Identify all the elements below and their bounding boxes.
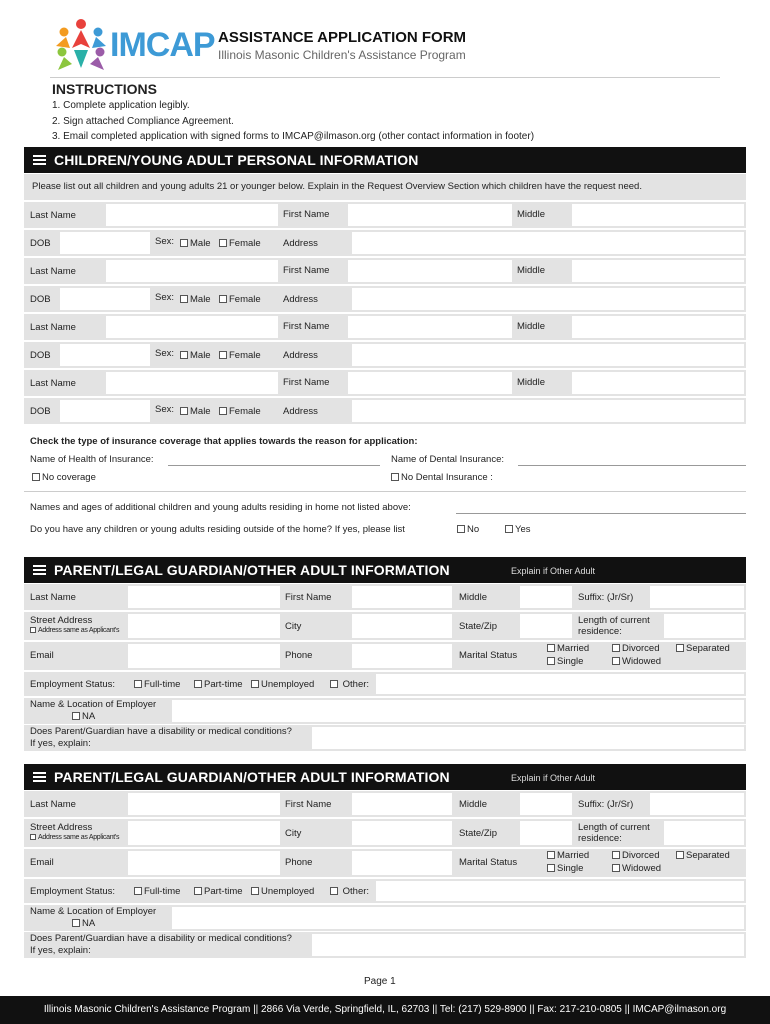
- child-last-name-label: Last Name: [30, 378, 76, 389]
- widowed-option: [612, 656, 661, 667]
- unemployed-label: Unemployed: [261, 886, 315, 897]
- other-option: [330, 886, 369, 897]
- guardian-city-field[interactable]: [352, 821, 452, 845]
- child-first-name-field[interactable]: [348, 316, 512, 338]
- child-female-label: Female: [229, 350, 261, 361]
- same-address-checkbox[interactable]: [30, 834, 36, 840]
- child-last-name-field[interactable]: [106, 372, 278, 394]
- instruction-2: 2. Sign attached Compliance Agreement.: [52, 116, 234, 127]
- child-male-label: Male: [190, 294, 211, 305]
- child-address-field[interactable]: [352, 288, 744, 310]
- child-male-label: Male: [190, 238, 211, 249]
- guardian-section-subtitle: Explain if Other Adult: [511, 566, 596, 576]
- child-female-label: Female: [229, 294, 261, 305]
- guardian-email-label: Email: [30, 857, 54, 868]
- unemployed-option: [251, 886, 314, 897]
- dental-insurance-label: Name of Dental Insurance:: [391, 454, 505, 465]
- part-time-label: Part-time: [204, 679, 243, 690]
- child-middle-label: Middle: [517, 321, 545, 332]
- logo-figures-icon: [52, 18, 110, 74]
- guardian-last-name-field[interactable]: [128, 586, 280, 608]
- child-middle-field[interactable]: [572, 316, 744, 338]
- child-dob-field[interactable]: [60, 400, 150, 422]
- guardian-same-address-option: [30, 627, 119, 634]
- divorced-label: Divorced: [622, 643, 660, 654]
- married-label: Married: [557, 643, 590, 654]
- other-label: Other:: [342, 679, 370, 690]
- guardian-state-zip-label: State/Zip: [459, 828, 498, 839]
- employer-field[interactable]: [172, 700, 744, 722]
- instruction-1: 1. Complete application legibly.: [52, 100, 190, 111]
- disability-label-1: Does Parent/Guardian have a disability or medical conditions?: [30, 933, 292, 944]
- guardian-section-subtitle: Explain if Other Adult: [511, 773, 596, 783]
- additional-children-field[interactable]: [456, 513, 746, 514]
- child-middle-field[interactable]: [572, 204, 744, 226]
- guardian-city-label: City: [285, 828, 302, 839]
- single-option: [547, 656, 583, 667]
- guardian-section-title: PARENT/LEGAL GUARDIAN/OTHER ADULT INFORMATION: [54, 562, 450, 578]
- children-section-header: [24, 147, 746, 173]
- outside-no-checkbox[interactable]: [457, 525, 465, 533]
- part-time-checkbox[interactable]: [194, 887, 202, 895]
- guardian-length-label-2: residence:: [578, 626, 622, 637]
- separated-option: [676, 643, 730, 654]
- child-dob-label: DOB: [30, 294, 51, 305]
- guardian-email-field[interactable]: [128, 851, 280, 875]
- child-male-checkbox[interactable]: [180, 351, 188, 359]
- divorced-option: [612, 643, 660, 654]
- outside-no-label: No: [467, 524, 480, 535]
- separated-checkbox[interactable]: [676, 644, 684, 652]
- form-title: ASSISTANCE APPLICATION FORM: [218, 29, 467, 46]
- child-female-checkbox[interactable]: [219, 351, 227, 359]
- guardian-phone-label: Phone: [285, 650, 313, 661]
- widowed-checkbox[interactable]: [612, 864, 620, 872]
- child-address-label: Address: [283, 294, 318, 305]
- guardian-state-zip-field[interactable]: [520, 821, 572, 845]
- part-time-label: Part-time: [204, 886, 243, 897]
- other-label: Other:: [342, 886, 370, 897]
- child-first-name-label: First Name: [283, 209, 330, 220]
- guardian-suffix-field[interactable]: [650, 793, 744, 815]
- part-time-option: [194, 679, 243, 690]
- divorced-checkbox[interactable]: [612, 851, 620, 859]
- child-first-name-label: First Name: [283, 321, 330, 332]
- child-last-name-label: Last Name: [30, 322, 76, 333]
- child-female-label: Female: [229, 238, 261, 249]
- additional-children-label: Names and ages of additional children and young adults residing in home not listed above:: [30, 502, 411, 513]
- logo-text: IMCAP: [110, 26, 215, 64]
- divorced-option: [612, 850, 660, 861]
- outside-yes-option: [505, 524, 531, 535]
- guardian-street-field[interactable]: [128, 614, 280, 638]
- employer-label: Name & Location of Employer: [30, 699, 157, 710]
- guardian-email-label: Email: [30, 650, 54, 661]
- guardian-last-name-label: Last Name: [30, 592, 76, 603]
- children-section-title: CHILDREN/YOUNG ADULT PERSONAL INFORMATION: [54, 152, 419, 168]
- child-male-option: [180, 294, 211, 305]
- separated-option: [676, 850, 730, 861]
- child-dob-field[interactable]: [60, 344, 150, 366]
- guardian-section-header: [24, 557, 746, 583]
- guardian-street-field[interactable]: [128, 821, 280, 845]
- employer-na-checkbox[interactable]: [72, 919, 80, 927]
- child-last-name-field[interactable]: [106, 204, 278, 226]
- no-dental-label: No Dental Insurance :: [401, 472, 493, 483]
- child-female-option: [219, 406, 261, 417]
- child-middle-field[interactable]: [572, 372, 744, 394]
- instructions-heading: INSTRUCTIONS: [52, 81, 157, 97]
- guardian-last-name-label: Last Name: [30, 799, 76, 810]
- other-checkbox[interactable]: [330, 887, 338, 895]
- footer-bar: [0, 996, 770, 1024]
- unemployed-option: [251, 679, 314, 690]
- child-dob-label: DOB: [30, 406, 51, 417]
- married-label: Married: [557, 850, 590, 861]
- insurance-heading: Check the type of insurance coverage that applies towards the reason for application:: [30, 436, 418, 447]
- guardian-state-zip-label: State/Zip: [459, 621, 498, 632]
- header-divider: [50, 77, 720, 78]
- same-address-label: Address same as Applicant's: [38, 627, 120, 634]
- guardian-middle-field[interactable]: [520, 586, 572, 608]
- guardian-length-field[interactable]: [664, 821, 744, 845]
- guardian-city-label: City: [285, 621, 302, 632]
- employment-label: Employment Status:: [30, 679, 116, 690]
- other-option: [330, 679, 369, 690]
- insurance-divider: [24, 491, 746, 492]
- guardian-middle-field[interactable]: [520, 793, 572, 815]
- employer-na-label: NA: [82, 711, 96, 722]
- guardian-city-field[interactable]: [352, 614, 452, 638]
- guardian-street-label: Street Address: [30, 615, 93, 626]
- guardian-email-field[interactable]: [128, 644, 280, 668]
- guardian-suffix-label: Suffix: (Jr/Sr): [578, 592, 634, 603]
- child-dob-field[interactable]: [60, 232, 150, 254]
- guardian-middle-label: Middle: [459, 799, 487, 810]
- outside-no-option: [457, 524, 479, 535]
- married-option: [547, 643, 589, 654]
- employer-na-option: [72, 711, 95, 722]
- employer-na-label: NA: [82, 918, 96, 929]
- employer-label: Name & Location of Employer: [30, 906, 157, 917]
- logo: [52, 18, 215, 74]
- child-last-name-field[interactable]: [106, 316, 278, 338]
- child-address-label: Address: [283, 406, 318, 417]
- health-insurance-field[interactable]: [168, 465, 380, 466]
- guardian-street-label: Street Address: [30, 822, 93, 833]
- form-subtitle: Illinois Masonic Children's Assistance Program: [218, 48, 466, 62]
- child-address-field[interactable]: [352, 344, 744, 366]
- employer-na-checkbox[interactable]: [72, 712, 80, 720]
- child-middle-label: Middle: [517, 377, 545, 388]
- child-middle-label: Middle: [517, 265, 545, 276]
- widowed-label: Widowed: [622, 863, 662, 874]
- employment-label: Employment Status:: [30, 886, 116, 897]
- footer-contact: Illinois Masonic Children's Assistance Program || 2866 Via Verde, Springfield, IL, 62703 || Tel: (217) 529-8900 || Fax: 217-210-0805 || IMCAP@ilmason.org: [43, 1004, 727, 1015]
- child-male-label: Male: [190, 350, 211, 361]
- child-male-option: [180, 406, 211, 417]
- child-female-checkbox[interactable]: [219, 239, 227, 247]
- full-time-checkbox[interactable]: [134, 680, 142, 688]
- guardian-length-label-1: Length of current: [578, 822, 650, 833]
- dental-insurance-field[interactable]: [518, 465, 746, 466]
- disability-label-2: If yes, explain:: [30, 738, 91, 749]
- child-last-name-label: Last Name: [30, 266, 76, 277]
- unemployed-checkbox[interactable]: [251, 887, 259, 895]
- no-dental-option: [391, 472, 493, 483]
- menu-icon: [33, 772, 46, 782]
- widowed-label: Widowed: [622, 656, 662, 667]
- child-male-label: Male: [190, 406, 211, 417]
- no-coverage-checkbox[interactable]: [32, 473, 40, 481]
- divorced-label: Divorced: [622, 850, 660, 861]
- guardian-state-zip-field[interactable]: [520, 614, 572, 638]
- guardian-length-label-2: residence:: [578, 833, 622, 844]
- outside-yes-checkbox[interactable]: [505, 525, 513, 533]
- part-time-option: [194, 886, 243, 897]
- full-time-label: Full-time: [144, 679, 181, 690]
- menu-icon: [33, 155, 46, 165]
- child-male-option: [180, 238, 211, 249]
- guardian-marital-label: Marital Status: [459, 650, 518, 661]
- employer-field[interactable]: [172, 907, 744, 929]
- other-employment-field[interactable]: [376, 674, 744, 694]
- child-address-label: Address: [283, 350, 318, 361]
- guardian-same-address-option: [30, 834, 119, 841]
- unemployed-label: Unemployed: [261, 679, 315, 690]
- child-male-checkbox[interactable]: [180, 295, 188, 303]
- child-first-name-field[interactable]: [348, 260, 512, 282]
- child-address-field[interactable]: [352, 232, 744, 254]
- no-coverage-option: [32, 472, 96, 483]
- guardian-phone-field[interactable]: [352, 851, 452, 875]
- full-time-option: [134, 679, 180, 690]
- widowed-checkbox[interactable]: [612, 657, 620, 665]
- outside-yes-label: Yes: [515, 524, 531, 535]
- guardian-section-header: [24, 764, 746, 790]
- single-label: Single: [557, 863, 584, 874]
- child-male-option: [180, 350, 211, 361]
- full-time-checkbox[interactable]: [134, 887, 142, 895]
- child-sex-label: Sex:: [155, 348, 175, 359]
- guardian-first-name-label: First Name: [285, 592, 332, 603]
- child-first-name-label: First Name: [283, 377, 330, 388]
- single-label: Single: [557, 656, 584, 667]
- child-first-name-field[interactable]: [348, 204, 512, 226]
- child-female-checkbox[interactable]: [219, 407, 227, 415]
- other-checkbox[interactable]: [330, 680, 338, 688]
- single-checkbox[interactable]: [547, 864, 555, 872]
- part-time-checkbox[interactable]: [194, 680, 202, 688]
- separated-label: Separated: [686, 850, 730, 861]
- guardian-first-name-field[interactable]: [352, 586, 452, 608]
- guardian-last-name-field[interactable]: [128, 793, 280, 815]
- health-insurance-label: Name of Health of Insurance:: [30, 454, 154, 465]
- guardian-length-field[interactable]: [664, 614, 744, 638]
- guardian-phone-field[interactable]: [352, 644, 452, 668]
- other-employment-field[interactable]: [376, 881, 744, 901]
- child-male-checkbox[interactable]: [180, 407, 188, 415]
- child-female-option: [219, 350, 261, 361]
- outside-home-label: Do you have any children or young adults residing outside of the home? If yes, please list: [30, 524, 405, 535]
- child-male-checkbox[interactable]: [180, 239, 188, 247]
- instruction-3: 3. Email completed application with signed forms to IMCAP@ilmason.org (other contact information in footer): [52, 131, 535, 142]
- guardian-length-label-1: Length of current: [578, 615, 650, 626]
- married-option: [547, 850, 589, 861]
- child-dob-label: DOB: [30, 350, 51, 361]
- child-address-field[interactable]: [352, 400, 744, 422]
- menu-icon: [33, 565, 46, 575]
- single-checkbox[interactable]: [547, 657, 555, 665]
- child-address-label: Address: [283, 238, 318, 249]
- child-female-checkbox[interactable]: [219, 295, 227, 303]
- child-female-label: Female: [229, 406, 261, 417]
- child-first-name-field[interactable]: [348, 372, 512, 394]
- child-female-option: [219, 294, 261, 305]
- guardian-suffix-label: Suffix: (Jr/Sr): [578, 799, 634, 810]
- unemployed-checkbox[interactable]: [251, 680, 259, 688]
- guardian-marital-label: Marital Status: [459, 857, 518, 868]
- child-sex-label: Sex:: [155, 404, 175, 415]
- separated-checkbox[interactable]: [676, 851, 684, 859]
- guardian-phone-label: Phone: [285, 857, 313, 868]
- page-number: Page 1: [364, 976, 396, 987]
- child-middle-label: Middle: [517, 209, 545, 220]
- employer-na-option: [72, 918, 95, 929]
- child-dob-field[interactable]: [60, 288, 150, 310]
- separated-label: Separated: [686, 643, 730, 654]
- guardian-section-title: PARENT/LEGAL GUARDIAN/OTHER ADULT INFORMATION: [54, 769, 450, 785]
- disability-label-2: If yes, explain:: [30, 945, 91, 956]
- disability-label-1: Does Parent/Guardian have a disability or medical conditions?: [30, 726, 292, 737]
- child-sex-label: Sex:: [155, 292, 175, 303]
- child-female-option: [219, 238, 261, 249]
- guardian-middle-label: Middle: [459, 592, 487, 603]
- disability-field[interactable]: [312, 934, 744, 956]
- no-dental-checkbox[interactable]: [391, 473, 399, 481]
- child-dob-label: DOB: [30, 238, 51, 249]
- children-note: Please list out all children and young adults 21 or younger below. Explain in the Request Overview Section which children have the request need.: [32, 181, 642, 192]
- child-last-name-label: Last Name: [30, 210, 76, 221]
- child-first-name-label: First Name: [283, 265, 330, 276]
- single-option: [547, 863, 583, 874]
- disability-field[interactable]: [312, 727, 744, 749]
- child-last-name-field[interactable]: [106, 260, 278, 282]
- married-checkbox[interactable]: [547, 851, 555, 859]
- guardian-suffix-field[interactable]: [650, 586, 744, 608]
- child-sex-label: Sex:: [155, 236, 175, 247]
- same-address-checkbox[interactable]: [30, 627, 36, 633]
- widowed-option: [612, 863, 661, 874]
- child-middle-field[interactable]: [572, 260, 744, 282]
- guardian-first-name-label: First Name: [285, 799, 332, 810]
- no-coverage-label: No coverage: [42, 472, 96, 483]
- full-time-option: [134, 886, 180, 897]
- married-checkbox[interactable]: [547, 644, 555, 652]
- divorced-checkbox[interactable]: [612, 644, 620, 652]
- same-address-label: Address same as Applicant's: [38, 834, 120, 841]
- guardian-first-name-field[interactable]: [352, 793, 452, 815]
- full-time-label: Full-time: [144, 886, 181, 897]
